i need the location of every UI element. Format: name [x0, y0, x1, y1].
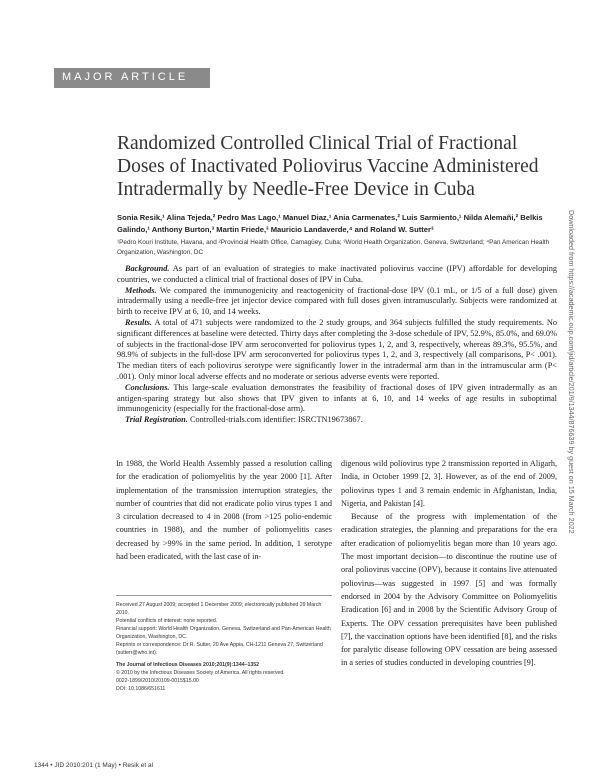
abstract-registration [117, 415, 557, 426]
article-type-banner [54, 68, 210, 88]
footnote-support: Financial support: World Health Organization, Geneva, Switzerland and Pan-American Health Organization, Washington, DC. [116, 626, 331, 640]
registration-label: Trial Registration. [125, 415, 188, 425]
abstract-background [117, 264, 557, 286]
page-footer: 1344 • JID 2010:201 (1 May) • Resik et al [34, 762, 154, 769]
background-label: Background. [125, 264, 170, 273]
footnote-doi: DOI: 10.1086/651611 [116, 686, 166, 692]
abstract [117, 264, 557, 426]
download-sidebar [568, 210, 578, 630]
footnote-copyright: © 2010 by the Infectious Diseases Society of America. All rights reserved. [116, 670, 285, 676]
methods-text: We compared the immunogenicity and reactogenicity of fractional-dose IPV (0.1 mL, or 1/5 of a full dose) given intradermally using a needle-free jet injector device compared with full doses given intramuscularly. Subjects were randomized at birth to receive IPV at 6, 10, and 14 weeks. [117, 285, 557, 317]
author-list: Sonia Resik,¹ Alina Tejeda,² Pedro Mas Lago,¹ Manuel Diaz,¹ Ania Carmenates,² Luis Sarmiento,¹ Nilda Alemañi,² Belkis Galindo,¹ Anthony Burton,³ Martin Friede,³ Mauricio Landaverde,⁴ and Roland W. Sutter³ [117, 213, 543, 234]
body-paragraph: In 1988, the World Health Assembly passed a resolution calling for the eradication of poliomyelitis by the year 2000 [1]. After implementation of the transmission interruption strategies, the number of countries that did not eradicate polio virus types 1 and 3 circulation decreased to 4 in 2008 (from >125 polio-endemic countries in 1988), and the number of poliomyelitis cases decreased by >99% in the same period. In addition, 1 serotype had been eradicated, with the last case of in- [116, 459, 332, 562]
footnote-conflicts: Potential conflicts of interest: none reported. [116, 618, 218, 624]
abstract-results [117, 318, 557, 383]
conclusions-label: Conclusions. [125, 382, 170, 392]
registration-text: Controlled-trials.com identifier: ISRCTN19673867. [189, 415, 363, 425]
results-text: A total of 471 subjects were randomized to the 2 study groups, and 364 subjects fulfilled the study requirements. No significant differences at baseline were detected. Thirty days after completing the 3-dose schedule of IPV, 52.9%, 85.0%, and 69.0% of subjects in the fractional-dose IPV arm seroconverted for poliovirus types 1, 2, and 3, respectively, whereas 89.3%, 95.5%, and 98.9% of subjects in the full-dose IPV arm seroconverted for poliovirus types 1, 2, and 3, respectively (all comparisons, P< .001). The median titers of each poliovirus serotype were significantly lower in the intradermal arm than in the intramuscular arm (P< .001). Only minor local adverse effects and no moderate or serious adverse events were reported. [117, 317, 557, 381]
article-type-label: MAJOR ARTICLE [62, 71, 189, 83]
footnote-reprints: Reprints or correspondence: Dr R. Sutter, 20 Ave Appia, CH-1211 Geneva 27, Switzerland (sutterr@who.int). [116, 642, 323, 656]
body-column-right [341, 457, 557, 670]
abstract-methods [117, 286, 557, 318]
footnote-divider [116, 595, 332, 596]
footnote-received: Received 27 August 2009; accepted 1 December 2009; electronically published 29 March 2010. [116, 602, 322, 616]
body-paragraph: digenous wild poliovirus type 2 transmission reported in Aligarh, India, in October 1999 [2, 3]. However, as of the end of 2009, poliovirus types 1 and 3 remain endemic in Afghanistan, India, Nigeria, and Pakistan [4]. [341, 459, 557, 508]
affiliations: ¹Pedro Kouri Institute, Havana, and ²Provincial Health Office, Camagüey, Cuba; ³World Health Organization, Geneva, Switzerland; ⁴Pan American Health Organization, Washington, DC [117, 239, 550, 256]
conclusions-text: This large-scale evaluation demonstrates the feasibility of fractional doses of IPV given intradermally as an antigen-sparing strategy but also shows that IPV given to infants at 6, 10, and 14 weeks of age results in suboptimal immunogenicity (especially for the fractional-dose arm). [117, 382, 557, 414]
footnote-issn: 0022-1899/2010/20109-0015$15.00 [116, 678, 199, 684]
body-paragraph: Because of the progress with implementation of the eradication strategies, the planning and preparations for the era after eradication of poliomyelitis began more than 10 years ago. The most important decision—to discontinue the routine use of oral poliovirus vaccine (OPV), because it contains live attenuated poliovirus—was suggested in 1997 [5] and was formally endorsed in 2004 by the Advisory Committee on Poliomyelitis Eradication [6] and in 2008 by the Scientific Advisory Group of Experts. The OPV cessation prerequisites have been published [7], the vaccination options have been identified [8], and the risks for paralytic disease following OPV cessation are being assessed in a series of studies conducted in developing countries [9]. [341, 512, 557, 668]
background-text: As part of an evaluation of strategies to make inactivated poliovirus vaccine (IPV) affordable for developing countries, we conducted a clinical trial of fractional doses of IPV in Cuba. [117, 264, 557, 284]
body-column-left [116, 457, 332, 563]
abstract-conclusions [117, 383, 557, 415]
footnotes [116, 601, 332, 693]
methods-label: Methods. [125, 285, 157, 295]
footnote-journal: The Journal of Infectious Diseases 2010;201(9):1344–1352 [116, 662, 260, 668]
article-title: Randomized Controlled Clinical Trial of Fractional Doses of Inactivated Poliovirus Vaccine Administered Intradermally by Needle-Free Device in Cuba [117, 133, 539, 200]
download-notice: Downloaded from https://academic.oup.com/jid/article/201/9/1344/876639 by guest on 15 March 2022 [567, 210, 576, 534]
results-label: Results. [125, 317, 152, 327]
